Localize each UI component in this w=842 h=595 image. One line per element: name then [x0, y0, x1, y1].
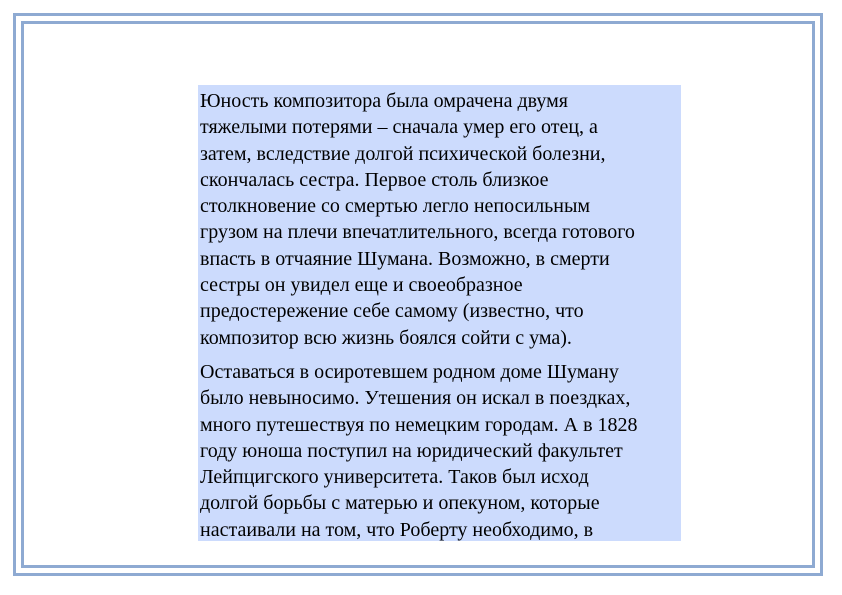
paragraph-2: Оставаться в осиротевшем родном доме Шуману было невыносимо. Утешения он искал в поездках, много путешествуя по немецким городам. А в 1828 году юноша поступил на юридический факультет Лейпцигского университета. Таков был исход долгой борьбы с матерью и опекуном, которые настаивали на том, что Роберту необходимо, в — [200, 360, 638, 541]
text-box[interactable] — [198, 85, 681, 541]
paragraph-1: Юность композитора была омрачена двумя тяжелыми потерями – сначала умер его отец, а затем, вследствие долгой психической болезни, скончалась сестра. Первое столь близкое столкновение со смертью легло непосильным грузом на плечи впечатлительного, всегда готового впасть в отчаяние Шумана. Возможно, в смерти сестры он увидел еще и своеобразное предостережение себе самому (известно, что композитор всю жизнь боялся сойти с ума). — [200, 90, 635, 349]
